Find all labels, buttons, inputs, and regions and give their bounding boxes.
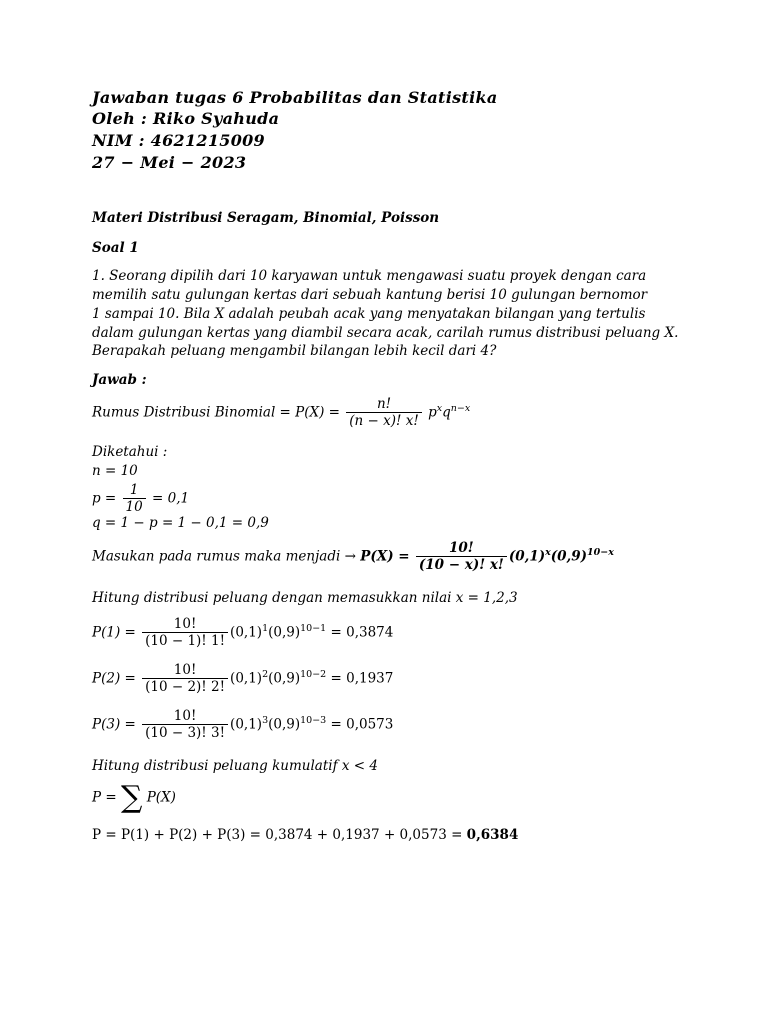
calc-e1: 1: [262, 623, 269, 634]
calc-e2: 10−1: [300, 623, 327, 634]
question-line: 1. Seorang dipilih dari 10 karyawan untuk mengawasi suatu proyek dengan cara: [92, 268, 647, 284]
calc-row: [92, 616, 393, 650]
calc-b1: (0,1): [230, 670, 263, 687]
substitution-e2: 10−x: [587, 547, 614, 558]
jawab-label: Jawab :: [92, 372, 147, 388]
kumulatif-label: Hitung distribusi peluang kumulatif x < 4: [92, 758, 378, 774]
given-p-tail: = 0,1: [152, 490, 190, 507]
hitung-label: Hitung distribusi peluang dengan memasukkan nilai x = 1,2,3: [92, 590, 518, 606]
given-p-denominator: 10: [123, 498, 146, 516]
calc-denominator: (10 − 3)! 3!: [142, 724, 228, 742]
calc-result: = 0,0573: [330, 716, 394, 733]
formula-denominator: (n − x)! x!: [346, 412, 422, 430]
calc-row: [92, 662, 393, 696]
calc-fraction: [142, 662, 228, 696]
calc-fraction: [142, 708, 228, 742]
given-p-lead: p =: [92, 490, 117, 507]
sigma-symbol: ∑: [120, 780, 143, 815]
substitution-lead: Masukan pada rumus maka menjadi →: [92, 548, 361, 565]
question-line: Berapakah peluang mengambil bilangan lebih kecil dari 4?: [92, 343, 497, 359]
doc-nim: NIM : 4621215009: [92, 131, 265, 150]
calc-numerator: 10!: [173, 708, 197, 724]
given-n: n = 10: [92, 463, 138, 479]
substitution-e1: x: [545, 547, 551, 558]
given-p: [92, 482, 189, 516]
calc-e2: 10−3: [300, 715, 327, 726]
calc-numerator: 10!: [173, 616, 197, 632]
substitution-px: P(X) =: [360, 548, 410, 565]
calc-fraction: [142, 616, 228, 650]
calc-b2: (0,9): [268, 670, 301, 687]
calc-lead: P(3) =: [92, 716, 136, 733]
formula-lead: Rumus Distribusi Binomial = P(X) =: [92, 404, 340, 421]
calc-b1: (0,1): [230, 716, 263, 733]
sum-formula: [92, 780, 176, 815]
substitution-denominator: (10 − x)! x!: [416, 556, 507, 574]
final-answer-line: [92, 827, 518, 843]
sum-lead: P =: [92, 789, 117, 806]
calc-row: [92, 708, 393, 742]
substitution-numerator: 10!: [449, 540, 474, 556]
formula-q: q: [442, 404, 451, 421]
calc-numerator: 10!: [173, 662, 197, 678]
topic-heading: Materi Distribusi Seragam, Binomial, Poisson: [92, 210, 440, 226]
formula-q-exp: n−x: [450, 403, 471, 414]
question-line: memilih satu gulungan kertas dari sebuah kantung berisi 10 gulungan bernomor: [92, 287, 648, 303]
final-answer: 0,6384: [466, 827, 519, 843]
soal-label: Soal 1: [92, 240, 139, 256]
given-q: q = 1 − p = 1 − 0,1 = 0,9: [92, 515, 269, 531]
substitution-t1: (0,1): [508, 548, 546, 565]
given-p-numerator: 1: [129, 482, 139, 498]
formula-fraction: [346, 396, 422, 430]
substitution-t2: (0,9): [550, 548, 588, 565]
calc-lead: P(1) =: [92, 624, 136, 641]
formula-p: p: [428, 404, 437, 421]
question-line: dalam gulungan kertas yang diambil secara acak, carilah rumus distribusi peluang X.: [92, 325, 679, 341]
calc-denominator: (10 − 1)! 1!: [142, 632, 228, 650]
calc-lead: P(2) =: [92, 670, 136, 687]
substitution-fraction: [416, 540, 507, 574]
given-p-fraction: [123, 482, 146, 516]
calc-result: = 0,3874: [330, 624, 394, 641]
final-text: P = P(1) + P(2) + P(3) = 0,3874 + 0,1937 + 0,0573 =: [92, 827, 467, 843]
formula-numerator: n!: [376, 396, 392, 412]
question-line: 1 sampai 10. Bila X adalah peubah acak yang menyatakan bilangan yang tertulis: [92, 306, 646, 322]
calc-e1: 3: [262, 715, 269, 726]
calc-b2: (0,9): [268, 716, 301, 733]
formula-p-exp: x: [436, 403, 443, 414]
sum-tail: P(X): [146, 789, 176, 806]
substitution-formula: [92, 540, 614, 574]
calc-e1: 2: [262, 669, 269, 680]
calc-e2: 10−2: [300, 669, 327, 680]
calc-result: = 0,1937: [330, 670, 394, 687]
diketahui-label: Diketahui :: [92, 444, 168, 460]
doc-author: Oleh : Riko Syahuda: [92, 109, 280, 128]
doc-date: 27 − Mei − 2023: [92, 153, 247, 172]
calc-denominator: (10 − 2)! 2!: [142, 678, 228, 696]
binomial-formula: [92, 396, 470, 430]
calc-b1: (0,1): [230, 624, 263, 641]
calc-b2: (0,9): [268, 624, 301, 641]
doc-title: Jawaban tugas 6 Probabilitas dan Statistika: [92, 88, 498, 107]
